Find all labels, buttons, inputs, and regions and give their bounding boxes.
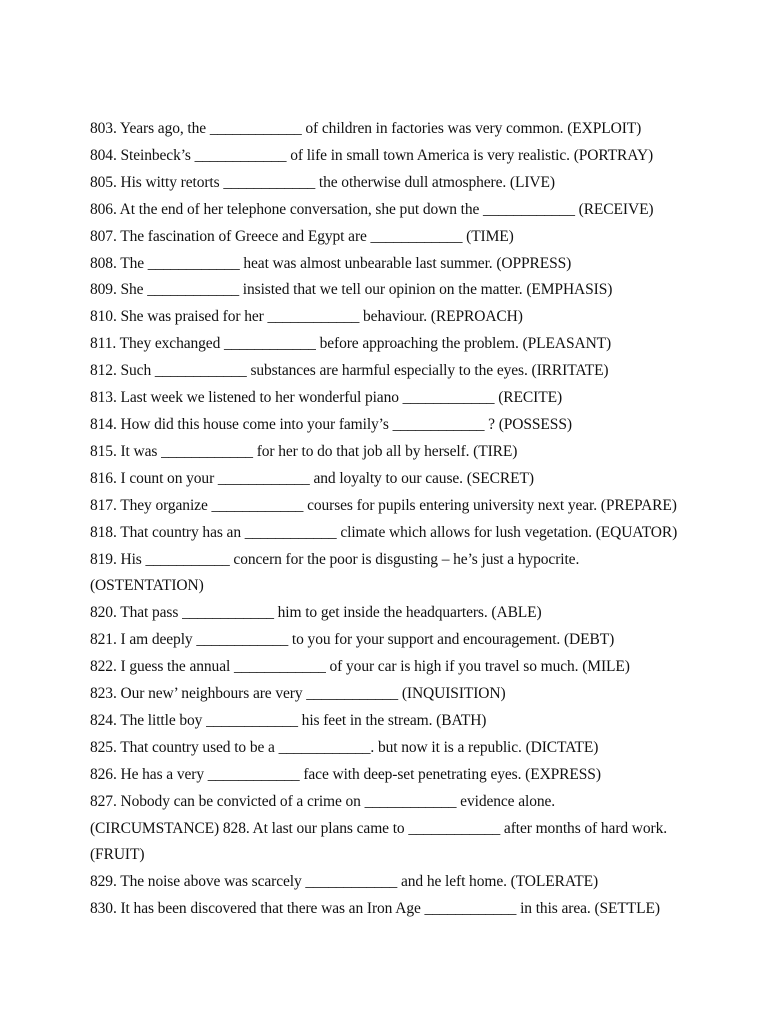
exercise-line: 806. At the end of her telephone conversation, she put down the ____________ (RECEIVE) xyxy=(90,200,654,218)
exercise-line: 808. The ____________ heat was almost unbearable last summer. (OPPRESS) xyxy=(90,254,572,272)
exercise-line: 823. Our new’ neighbours are very ____________ (INQUISITION) xyxy=(90,685,506,703)
exercise-line: 819. His ___________ concern for the poor is disgusting – he’s just a hypocrite. xyxy=(90,550,580,568)
exercise-line: 818. That country has an ____________ climate which allows for lush vegetation. (EQUATOR) xyxy=(90,523,678,541)
exercise-line: 826. He has a very ____________ face with deep-set penetrating eyes. (EXPRESS) xyxy=(90,765,601,783)
exercise-line: 805. His witty retorts ____________ the otherwise dull atmosphere. (LIVE) xyxy=(90,173,555,191)
exercise-line: 815. It was ____________ for her to do that job all by herself. (TIRE) xyxy=(90,442,518,460)
exercise-line: 811. They exchanged ____________ before approaching the problem. (PLEASANT) xyxy=(90,335,612,353)
exercise-line: 822. I guess the annual ____________ of your car is high if you travel so much. (MILE) xyxy=(90,658,630,676)
exercise-line: 814. How did this house come into your family’s ____________ ? (POSSESS) xyxy=(90,415,572,433)
exercise-line: 807. The fascination of Greece and Egypt are ____________ (TIME) xyxy=(90,227,514,245)
exercise-line: 809. She ____________ insisted that we tell our opinion on the matter. (EMPHASIS) xyxy=(90,281,613,299)
exercise-line: 827. Nobody can be convicted of a crime on ____________ evidence alone. xyxy=(90,792,556,810)
exercise-line: 820. That pass ____________ him to get inside the headquarters. (ABLE) xyxy=(90,604,542,622)
exercise-line: 804. Steinbeck’s ____________ of life in small town America is very realistic. (PORTRAY) xyxy=(90,146,654,164)
exercise-line: 821. I am deeply ____________ to you for your support and encouragement. (DEBT) xyxy=(90,631,615,649)
exercise-line: 812. Such ____________ substances are harmful especially to the eyes. (IRRITATE) xyxy=(90,362,609,380)
exercise-line: 803. Years ago, the ____________ of children in factories was very common. (EXPLOIT) xyxy=(90,120,642,137)
exercise-line: (OSTENTATION) xyxy=(90,577,204,595)
exercise-list xyxy=(90,116,690,923)
exercise-line: 829. The noise above was scarcely ____________ and he left home. (TOLERATE) xyxy=(90,873,599,891)
exercise-line: 830. It has been discovered that there was an Iron Age ____________ in this area. (SETTLE) xyxy=(90,900,660,918)
exercise-line: 813. Last week we listened to her wonderful piano ____________ (RECITE) xyxy=(90,389,563,407)
exercise-line: 816. I count on your ____________ and loyalty to our cause. (SECRET) xyxy=(90,469,534,487)
exercise-line: 824. The little boy ____________ his feet in the stream. (BATH) xyxy=(90,711,487,729)
exercise-line: (CIRCUMSTANCE) 828. At last our plans came to ____________ after months of hard work. xyxy=(90,819,668,837)
exercise-line: 817. They organize ____________ courses for pupils entering university next year. (PREPARE) xyxy=(90,496,677,514)
exercise-line: 825. That country used to be a ____________. but now it is a republic. (DICTATE) xyxy=(90,738,599,756)
exercise-line: 810. She was praised for her ____________ behaviour. (REPROACH) xyxy=(90,308,523,326)
exercise-line: (FRUIT) xyxy=(90,846,145,864)
